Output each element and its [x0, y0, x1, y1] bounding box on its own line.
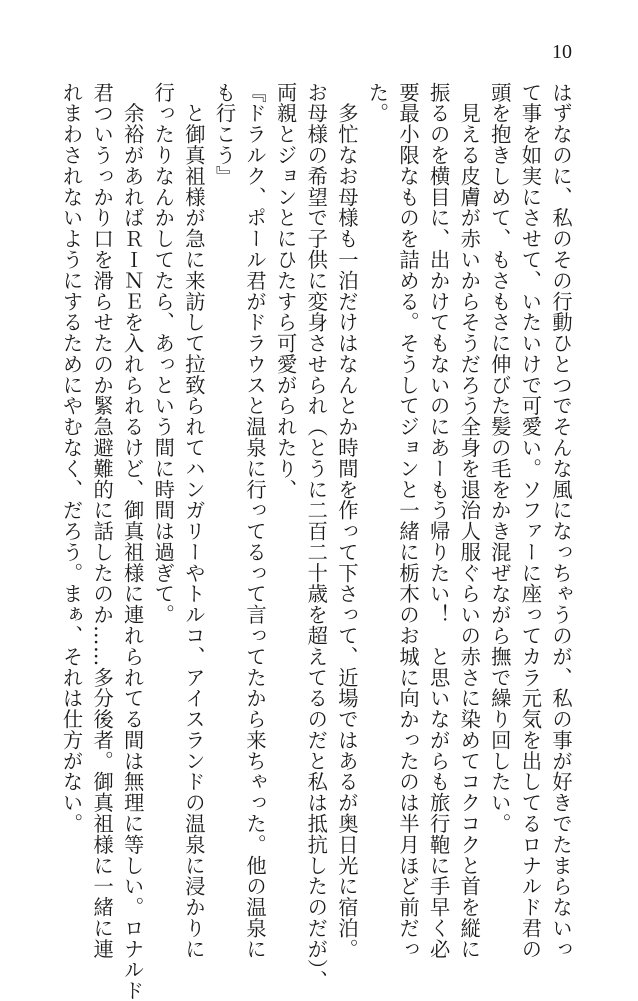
body-text	[56, 82, 576, 1001]
paragraph: と御真祖様が急に来訪して拉致られてハンガリーやトルコ、アイスランドの温泉に浸かりに 行ったりなんかしてたら、あっという間に時間は過ぎて。	[151, 82, 206, 960]
paragraph: 見える皮膚が赤いからそうだろう全身を退治人服ぐらいの赤さに染めてコクコクと首を縦に 振るのを横目に、出かけてもないのにあーもう帰りたい！ と思いながらも旅行鞄に手早く必 要最小限なものを詰める。そうしてジョンと一緒に栃木のお城に向かったのは半月ほど前だっ た。	[365, 82, 482, 960]
paragraph: 多忙なお母様も一泊だけはなんとか時間を作って下さって、近場ではあるが奥日光に宿泊。 お母様の希望で子供に変身させられ（とうに二百二十歳を超えてるのだと私は抵抗したのだが）、 両親とジョンとにひたすら可愛がられたり、	[273, 82, 359, 992]
paragraph: 余裕があればＲＩＮＥを入れられるけど、御真祖様に連れられてる間は無理に等しい。ロナルド 君ついうっかり口を滑らせたのか緊急避難的に話したのか……多分後者。御真祖様に一緒に連 れまわされないようにするためにやむなく、だろう。まぁ、それは仕方がない。	[59, 82, 145, 1001]
page-number: 10	[552, 41, 572, 63]
paragraph: はずなのに、私のその行動ひとつでそんな風になっちゃうのが、私の事が好きでたまらないっ て事を如実にさせて、いたいけで可愛い。ソファーに座ってカラ元気を出してるロナルド君の 頭を抱きしめて、もさもさに伸びた髪の毛をかき混ぜながら撫で繰り回したい。	[487, 82, 573, 960]
paragraph: 『ドラルク、ポール君がドラウスと温泉に行ってるって言ってたから来ちゃった。他の温泉に も行こう』	[212, 82, 268, 960]
